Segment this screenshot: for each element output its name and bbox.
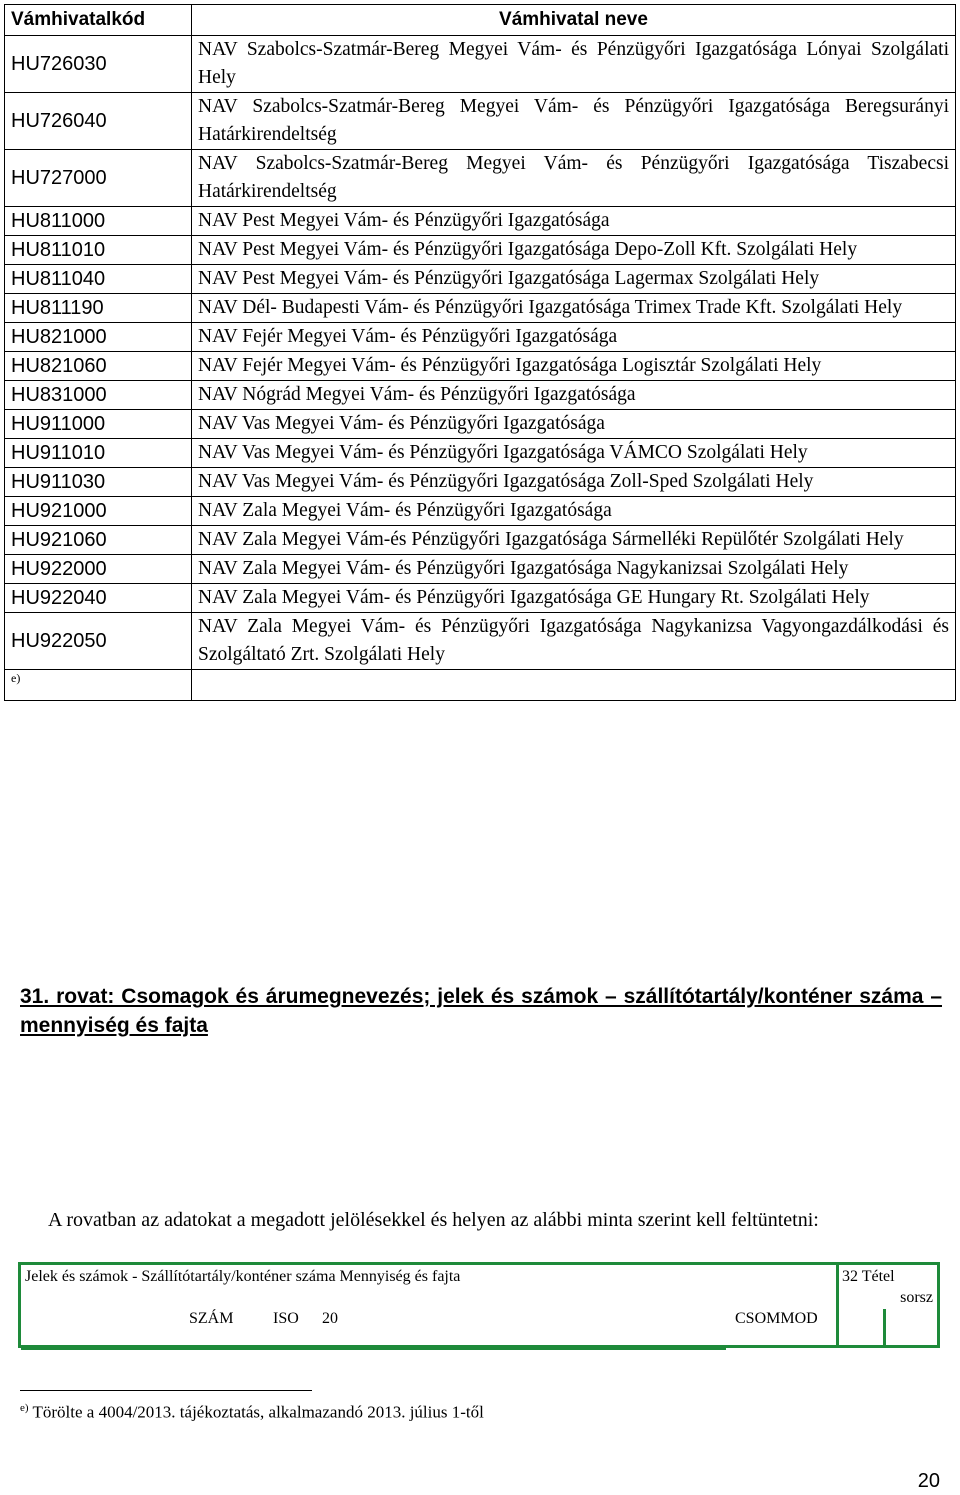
sample-main-label: Jelek és számok - Szállítótartály/konténer száma Mennyiség és fajta [25, 1268, 461, 1285]
office-name: NAV Vas Megyei Vám- és Pénzügyőri Igazgatósága [192, 410, 956, 439]
office-code: HU811190 [5, 294, 192, 323]
footnote-text: Törölte a 4004/2013. tájékoztatás, alkalmazandó 2013. július 1-től [32, 1402, 484, 1422]
sample-seq-label: sorsz [900, 1289, 933, 1306]
office-name: NAV Pest Megyei Vám- és Pénzügyőri Igazgatósága Lagermax Szolgálati Hely [192, 265, 956, 294]
footnote-marker: e) [20, 1402, 29, 1414]
table-row [5, 381, 956, 410]
column-header-name: Vámhivatal neve [192, 5, 956, 36]
sample-inner-bar [883, 1309, 886, 1345]
section-heading: 31. rovat: Csomagok és árumegnevezés; jelek és számok – szállítótartály/konténer száma – mennyiség és fajta [20, 985, 942, 1037]
office-name: NAV Fejér Megyei Vám- és Pénzügyőri Igazgatósága Logisztár Szolgálati Hely [192, 352, 956, 381]
office-name: NAV Zala Megyei Vám- és Pénzügyőri Igazgatósága [192, 497, 956, 526]
office-code: HU811040 [5, 265, 192, 294]
office-code: HU821000 [5, 323, 192, 352]
sample-field-number: 20 [322, 1310, 338, 1327]
office-code: HU922050 [5, 613, 192, 670]
table-row [5, 555, 956, 584]
table-row [5, 36, 956, 93]
office-name: NAV Nógrád Megyei Vám- és Pénzügyőri Igazgatósága [192, 381, 956, 410]
column-header-code: Vámhivatalkód [5, 5, 192, 36]
table-row [5, 236, 956, 265]
office-code: HU921000 [5, 497, 192, 526]
table-row [5, 207, 956, 236]
table-row [5, 613, 956, 670]
sample-field-szam: SZÁM [189, 1310, 234, 1327]
sample-underline-bar [21, 1347, 726, 1350]
office-code: HU727000 [5, 150, 192, 207]
instruction-text: A rovatban az adatokat a megadott jelölésekkel és helyen az alábbi minta szerint kell feltüntetni: [48, 1209, 819, 1231]
office-name: NAV Szabolcs-Szatmár-Bereg Megyei Vám- és Pénzügyőri Igazgatósága Beregsurányi Határkirendeltség [192, 93, 956, 150]
table-row [5, 323, 956, 352]
office-code: HU831000 [5, 381, 192, 410]
footnote-ref-cell [5, 670, 192, 701]
office-code: HU922040 [5, 584, 192, 613]
table-row [5, 410, 956, 439]
sample-divider [836, 1265, 839, 1345]
sample-field-iso: ISO [273, 1310, 299, 1327]
sample-field-csommod: CSOMMOD [735, 1310, 818, 1327]
office-name: NAV Szabolcs-Szatmár-Bereg Megyei Vám- és Pénzügyőri Igazgatósága Lónyai Szolgálati Hely [192, 36, 956, 93]
office-code: HU911010 [5, 439, 192, 468]
office-code: HU922000 [5, 555, 192, 584]
office-name: NAV Pest Megyei Vám- és Pénzügyőri Igazgatósága Depo-Zoll Kft. Szolgálati Hely [192, 236, 956, 265]
table-row [5, 150, 956, 207]
office-name: NAV Zala Megyei Vám- és Pénzügyőri Igazgatósága Nagykanizsa Vagyongazdálkodási és Szolgáltató Zrt. Szolgálati Hely [192, 613, 956, 670]
office-name: NAV Szabolcs-Szatmár-Bereg Megyei Vám- és Pénzügyőri Igazgatósága Tiszabecsi Határkirendeltség [192, 150, 956, 207]
table-row [5, 352, 956, 381]
office-name: NAV Zala Megyei Vám- és Pénzügyőri Igazgatósága Nagykanizsai Szolgálati Hely [192, 555, 956, 584]
customs-office-table [4, 4, 956, 701]
office-code: HU726040 [5, 93, 192, 150]
table-row [5, 584, 956, 613]
office-code: HU726030 [5, 36, 192, 93]
office-name: NAV Zala Megyei Vám- és Pénzügyőri Igazgatósága GE Hungary Rt. Szolgálati Hely [192, 584, 956, 613]
office-code: HU821060 [5, 352, 192, 381]
table-row [5, 526, 956, 555]
office-name: NAV Zala Megyei Vám-és Pénzügyőri Igazgatósága Sármelléki Repülőtér Szolgálati Hely [192, 526, 956, 555]
footnote-rule [20, 1390, 312, 1391]
office-name: NAV Dél- Budapesti Vám- és Pénzügyőri Igazgatósága Trimex Trade Kft. Szolgálati Hely [192, 294, 956, 323]
table-row [5, 439, 956, 468]
table-row [5, 93, 956, 150]
sample-item-label: 32 Tétel [842, 1268, 895, 1285]
table-header-row [5, 5, 956, 36]
footnote [20, 1402, 484, 1423]
table-row [5, 294, 956, 323]
table-footnote-row [5, 670, 956, 701]
table-body [5, 36, 956, 701]
table-row [5, 468, 956, 497]
office-name: NAV Vas Megyei Vám- és Pénzügyőri Igazgatósága Zoll-Sped Szolgálati Hely [192, 468, 956, 497]
page-number: 20 [917, 1470, 940, 1492]
office-code: HU811000 [5, 207, 192, 236]
table-row [5, 265, 956, 294]
office-code: HU921060 [5, 526, 192, 555]
sample-form-box [18, 1262, 940, 1348]
office-code: HU911030 [5, 468, 192, 497]
office-name: NAV Fejér Megyei Vám- és Pénzügyőri Igazgatósága [192, 323, 956, 352]
office-code: HU911000 [5, 410, 192, 439]
office-code: HU811010 [5, 236, 192, 265]
table-row [5, 497, 956, 526]
office-name: NAV Pest Megyei Vám- és Pénzügyőri Igazgatósága [192, 207, 956, 236]
office-name: NAV Vas Megyei Vám- és Pénzügyőri Igazgatósága VÁMCO Szolgálati Hely [192, 439, 956, 468]
empty-cell [192, 670, 956, 701]
footnote-ref: e) [11, 671, 21, 685]
